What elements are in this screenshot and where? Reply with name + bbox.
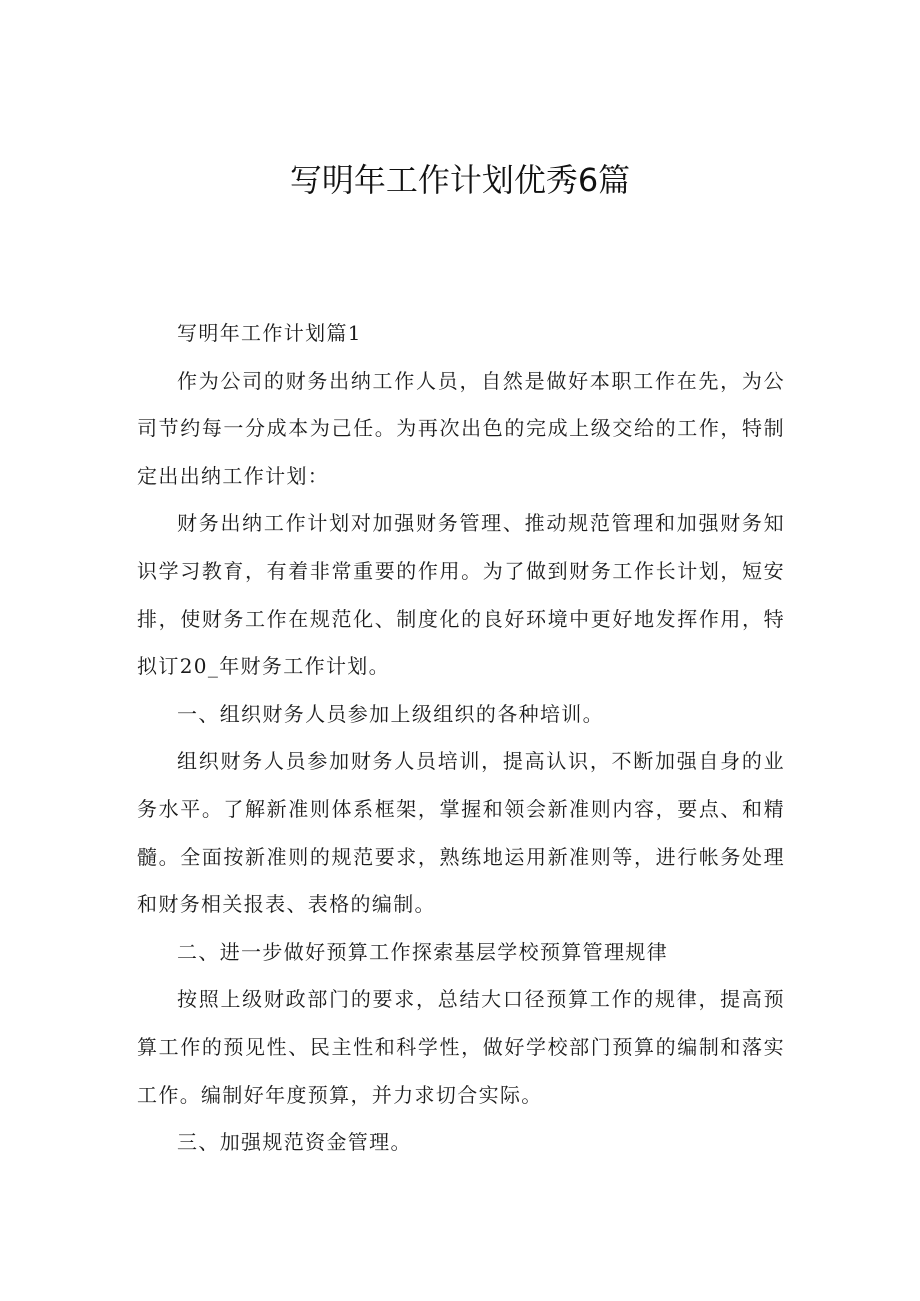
paragraph: 组织财务人员参加财务人员培训，提高认识，不断加强自身的业务水平。了解新准则体系框架，掌握和领会新准则内容，要点、和精髓。全面按新准则的规范要求，熟练地运用新准则等，进行帐务处理和财务相关报表、表格的编制。: [137, 749, 785, 917]
paragraph: 财务出纳工作计划对加强财务管理、推动规范管理和加强财务知识学习教育，有着非常重要的作用。为了做到财务工作长计划，短安排，使财务工作在规范化、制度化的良好环境中更好地发挥作用，特拟订20_年财务工作计划。: [137, 511, 785, 679]
section-heading: 一、组织财务人员参加上级组织的各种培训。: [177, 701, 604, 726]
document-body: [137, 310, 785, 1167]
section-heading: 三、加强规范资金管理。: [177, 1130, 412, 1155]
paragraph: 按照上级财政部门的要求，总结大口径预算工作的规律，提高预算工作的预见性、民主性和科学性，做好学校部门预算的编制和落实工作。编制好年度预算，并力求切合实际。: [137, 987, 785, 1107]
paragraph: 作为公司的财务出纳工作人员，自然是做好本职工作在先，为公司节约每一分成本为己任。为再次出色的完成上级交给的工作，特制定出出纳工作计划：: [137, 368, 785, 488]
section-heading: 二、进一步做好预算工作探索基层学校预算管理规律: [177, 939, 669, 964]
section-heading: 写明年工作计划篇1: [177, 321, 362, 345]
document-title: 写明年工作计划优秀6篇: [289, 161, 631, 199]
